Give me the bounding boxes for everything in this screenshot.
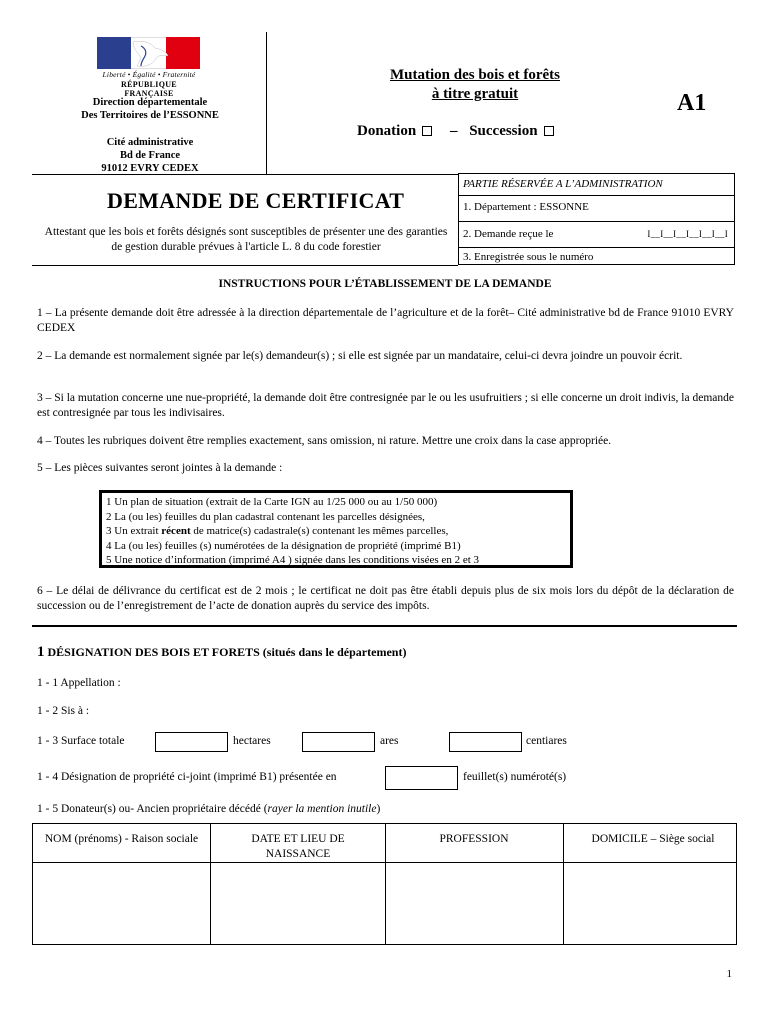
col-header-date: DATE ET LIEU DE NAISSANCE [251, 833, 345, 860]
instruction-5: 5 – Les pièces suivantes seront jointes à la demande : [37, 462, 283, 474]
demande-title: DEMANDE DE CERTIFICAT [107, 188, 405, 213]
instructions-title: INSTRUCTIONS POUR L’ÉTABLISSEMENT DE LA DEMANDE [218, 278, 552, 290]
demande-rule [32, 265, 458, 266]
appellation-label: 1 - 1 Appellation : [37, 677, 121, 689]
donateurs-table [32, 823, 737, 945]
republic-name: RÉPUBLIQUE FRANÇAISE [121, 80, 177, 98]
instruction-3: 3 – Si la mutation concerne une nue-propriété, la demande doit être contresignée par le ou les usufruitiers ; si elle concerne un droit indivis, la demande est contresignée par tous les indivisaires. [37, 392, 734, 419]
admin-demande-recue-row[interactable] [459, 222, 734, 248]
section1-title: 1 DÉSIGNATION DES BOIS ET FORETS (situés dans le département) [37, 644, 407, 660]
marianne-logo [97, 37, 200, 69]
feuillets-label: feuillet(s) numéroté(s) [463, 771, 567, 783]
direction-line1: Direction départementale [92, 97, 208, 108]
admin-heading: PARTIE RÉSERVÉE A L’ADMINISTRATION [459, 174, 734, 196]
col-header-domicile: DOMICILE – Siège social [591, 833, 715, 845]
succession-label: Succession [469, 123, 538, 139]
instruction-4: 4 – Toutes les rubriques doivent être remplies exactement, sans omission, ni rature. Mettre une croix dans la case appropriée. [37, 435, 612, 447]
instruction-2: 2 – La demande est normalement signée par le(s) demandeur(s) ; si elle est signée par un mandataire, celui-ci devra joindre un pouvoir écrit. [37, 350, 683, 362]
col-header-nom: NOM (prénoms) - Raison sociale [44, 833, 199, 845]
piece-item-5: 5 Une notice d’information (imprimé A4 ) signée dans les conditions visées en 2 et 3 [106, 554, 480, 566]
ares-input[interactable] [302, 732, 375, 752]
donateurs-label: 1 - 5 Donateur(s) ou- Ancien propriétaire décédé (rayer la mention inutile) [37, 803, 381, 815]
col-header-profession: PROFESSION [439, 833, 509, 845]
hectares-label: hectares [233, 735, 271, 747]
instruction-6: 6 – Le délai de délivrance du certificat est de 2 mois ; le certificat ne doit pas être établi depuis plus de six mois lors du dépôt de la déclaration de succession ou de l’enregistrement de l’acte de donation auprès du service des impôts. [37, 585, 734, 612]
attestant-text: Attestant que les bois et forêts désignés sont susceptibles de présenter une des garanties de gestion durable prévues à l'article L. 8 du code forestier [44, 226, 448, 253]
mutation-type-row [357, 123, 560, 140]
pieces-list-box [99, 490, 573, 568]
admin-demande-recue: 2. Demande reçue le [463, 228, 554, 240]
hectares-input[interactable] [155, 732, 228, 752]
section-divider [32, 625, 737, 627]
designation-label: 1 - 4 Désignation de propriété ci-joint (imprimé B1) présentée en [37, 771, 337, 783]
admin-departement: 1. Département : ESSONNE [459, 196, 734, 222]
sis-label: 1 - 2 Sis à : [37, 705, 90, 717]
piece-item-3: 3 Un extrait récent de matrice(s) cadastrale(s) contenant les mêmes parcelles, [106, 525, 449, 537]
form-code: A1 [677, 90, 707, 116]
succession-checkbox[interactable] [544, 126, 554, 136]
address-line1: Cité administrative [106, 137, 194, 148]
piece-item-4: 4 La (ou les) feuilles (s) numérotées de la désignation de propriété (imprimé B1) [106, 539, 461, 552]
form-title-line1: Mutation des bois et forêts [390, 67, 560, 83]
surface-label: 1 - 3 Surface totale [37, 735, 125, 747]
header-rule [32, 174, 458, 175]
republic-motto: Liberté • Égalité • Fraternité [102, 70, 196, 79]
piece-item-1: 1 Un plan de situation (extrait de la Carte IGN au 1/25 000 ou au 1/50 000) [106, 496, 438, 508]
admin-reserved-box [458, 173, 735, 265]
centiares-label: centiares [526, 735, 567, 747]
header-divider [266, 32, 267, 174]
page-number: 1 [726, 968, 732, 980]
date-mask: I__I__I__I__I__I__I [647, 229, 728, 239]
direction-line2: Des Territoires de l’ESSONNE [81, 110, 219, 121]
admin-enregistree: 3. Enregistrée sous le numéro [463, 251, 594, 263]
piece-item-2: 2 La (ou les) feuilles du plan cadastral contenant les parcelles désignées, [106, 510, 425, 523]
instruction-1: 1 – La présente demande doit être adressée à la direction départementale de l’agriculture et de la forêt– Cité administrative bd de France 91010 EVRY CEDEX [37, 307, 734, 334]
form-title-line2: à titre gratuit [431, 86, 519, 102]
feuillets-count-input[interactable] [385, 766, 458, 790]
marianne-profile-icon [127, 40, 169, 68]
donation-checkbox[interactable] [422, 126, 432, 136]
address-line3: 91012 EVRY CEDEX [101, 163, 199, 174]
centiares-input[interactable] [449, 732, 522, 752]
ares-label: ares [380, 735, 399, 747]
address-line2: Bd de France [119, 150, 181, 161]
dash-separator: – [449, 123, 458, 139]
donation-label: Donation [357, 123, 417, 139]
